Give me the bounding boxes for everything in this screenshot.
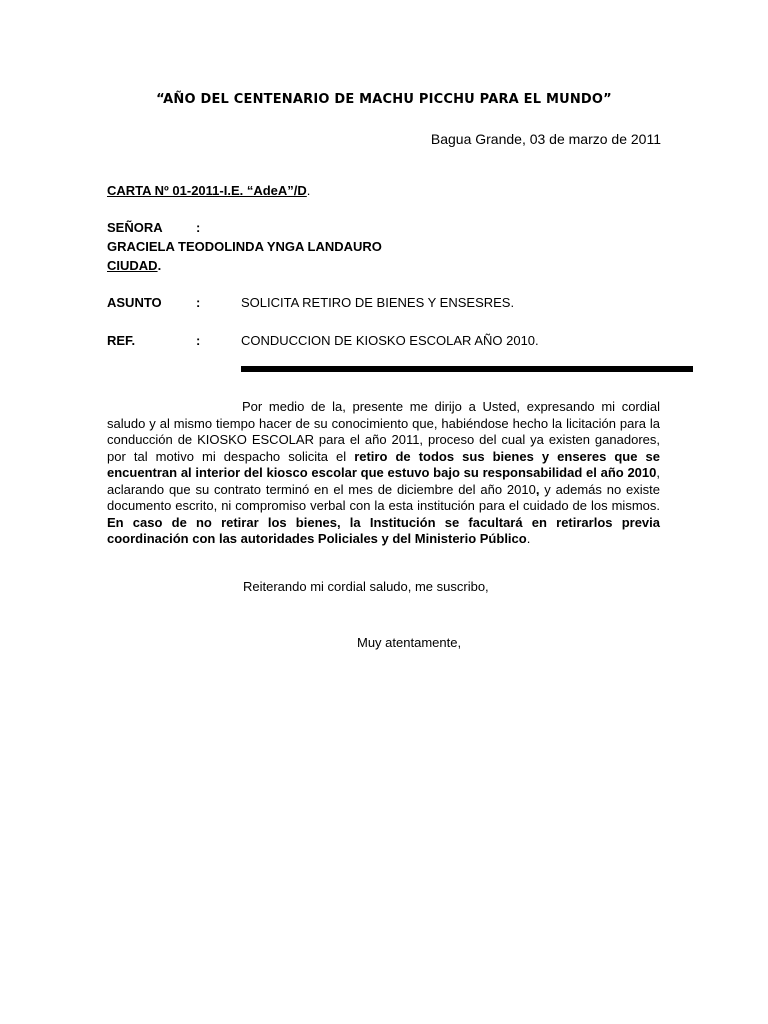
ref-label: REF. xyxy=(107,333,136,348)
recipient-name: GRACIELA TEODOLINDA YNGA LANDAURO xyxy=(107,239,382,254)
closing-line: Reiterando mi cordial saludo, me suscribo, xyxy=(243,579,489,594)
carta-reference xyxy=(107,183,310,198)
body-paragraph xyxy=(107,399,660,548)
separator-rule xyxy=(241,366,693,372)
body-text-2: , aclarando que su contrato terminó en el mes de diciembre del año 2010 xyxy=(107,465,660,497)
city-period: . xyxy=(157,258,162,273)
place-date: Bagua Grande, 03 de marzo de 2011 xyxy=(430,131,661,147)
recipient-label: SEÑORA xyxy=(107,220,163,235)
body-bold-3: En caso de no retirar los bienes, la Institución se facultará en retirarlos previa coordinación con las autoridades Policiales y del Ministerio Público xyxy=(107,514,660,546)
asunto-label: ASUNTO xyxy=(107,295,162,310)
carta-period: . xyxy=(306,183,311,198)
asunto-value: SOLICITA RETIRO DE BIENES Y ENSESRES. xyxy=(241,295,515,310)
ref-colon: : xyxy=(196,333,201,348)
recipient-city xyxy=(107,258,161,273)
body-bold-2: , xyxy=(535,481,540,497)
body-text-3: y además no existe documento escrito, ni compromiso verbal con la esta institución para el cuidado de los mismos. xyxy=(107,481,660,513)
asunto-colon: : xyxy=(196,295,201,310)
body-text-4: . xyxy=(526,531,531,546)
signoff: Muy atentamente, xyxy=(357,635,462,650)
letter-title: “AÑO DEL CENTENARIO DE MACHU PICCHU PARA EL MUNDO” xyxy=(156,92,612,107)
ref-value: CONDUCCION DE KIOSKO ESCOLAR AÑO 2010. xyxy=(241,333,539,348)
body-text-1: Por medio de la, presente me dirijo a Usted, expresando mi cordial saludo y al mismo tiempo hacer de su conocimiento que, habiéndose hecho la licitación para la conducción de KIOSKO ESCOLAR para el año 2011, proceso del cual ya existen ganadores, por tal motivo mi despacho solicita el xyxy=(107,399,660,464)
city-label: CIUDAD xyxy=(107,258,158,273)
recipient-colon: : xyxy=(196,220,201,235)
carta-number: CARTA Nº 01-2011-I.E. “AdeA”/D xyxy=(107,183,307,198)
body-bold-1: retiro de todos sus bienes y enseres que se encuentran al interior del kiosco escolar que estuvo bajo su responsabilidad el año 2010 xyxy=(107,448,660,480)
